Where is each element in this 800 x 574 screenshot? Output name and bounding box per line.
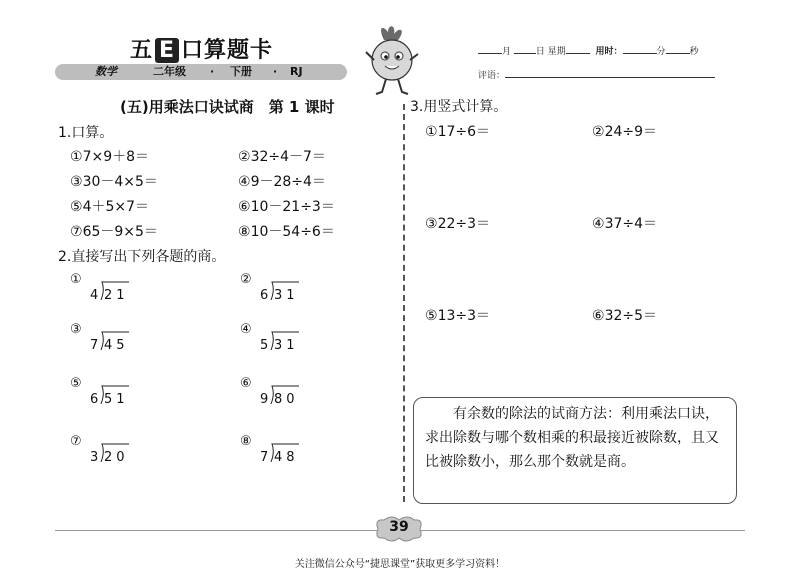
dividend: 80 xyxy=(274,392,299,407)
long-division-problem xyxy=(260,278,320,308)
divisor: 6 xyxy=(260,288,269,303)
long-division-problem xyxy=(260,382,320,412)
divisor: 3 xyxy=(90,450,99,465)
divisor: 5 xyxy=(260,338,269,353)
comment-line xyxy=(478,68,715,81)
item-expression: 65－9×5＝ xyxy=(82,224,158,240)
minutes-blank[interactable] xyxy=(623,53,657,54)
weekday-label: 星期 xyxy=(547,47,566,57)
minutes-label: 分 xyxy=(656,47,666,57)
dividend: 31 xyxy=(274,288,299,303)
item-number: ④ xyxy=(592,216,605,232)
tip-content: 有余数的除法的试商方法：利用乘法口诀，求出除数与哪个数相乘的积最接近被除数，且又比被除数小，那么那个数就是商。 xyxy=(425,406,719,470)
item-number: ⑤ xyxy=(425,308,438,324)
dividend: 51 xyxy=(104,392,129,407)
seconds-blank[interactable] xyxy=(666,53,690,54)
subject-label: 数学 xyxy=(95,65,117,78)
section-1-heading: 1.口算。 xyxy=(58,125,114,141)
long-division-problem xyxy=(90,382,150,412)
time-label: 用时： xyxy=(595,47,623,57)
section-3-heading: 3.用竖式计算。 xyxy=(410,99,508,115)
column-divider xyxy=(403,104,405,502)
item-number: ② xyxy=(238,149,251,165)
title-suffix: 口算题卡 xyxy=(181,38,274,63)
vertical-calc-item xyxy=(592,213,657,233)
item-number: ⑤ xyxy=(70,376,82,391)
item-expression: 10－54÷6＝ xyxy=(250,224,335,240)
item-number: ① xyxy=(70,272,82,287)
vertical-calc-item xyxy=(425,121,490,141)
divisor: 9 xyxy=(260,392,269,407)
mental-math-item xyxy=(238,146,326,166)
item-expression: 32÷5＝ xyxy=(604,308,658,324)
item-number: ⑧ xyxy=(238,224,251,240)
day-label: 日 xyxy=(535,47,545,57)
dot-separator: · xyxy=(210,65,215,78)
mental-math-item xyxy=(70,221,158,241)
item-number: ③ xyxy=(70,174,83,190)
grade-label: 二年级 xyxy=(153,65,186,78)
dividend: 48 xyxy=(274,450,299,465)
item-number: ⑥ xyxy=(592,308,605,324)
term-label: 下册 xyxy=(230,65,252,78)
comment-blank[interactable] xyxy=(505,77,715,78)
vertical-calc-item xyxy=(425,305,490,325)
item-number: ② xyxy=(592,124,605,140)
divisor: 7 xyxy=(260,450,269,465)
divisor: 7 xyxy=(90,338,99,353)
vertical-calc-item xyxy=(425,213,490,233)
item-number: ② xyxy=(240,272,252,287)
mental-math-item xyxy=(238,171,326,191)
dividend: 45 xyxy=(104,338,129,353)
item-expression: 37÷4＝ xyxy=(604,216,658,232)
dividend: 31 xyxy=(274,338,299,353)
dividend: 21 xyxy=(104,288,129,303)
item-expression: 22÷3＝ xyxy=(437,216,491,232)
item-expression: 10－21÷3＝ xyxy=(250,199,335,215)
date-line xyxy=(478,44,699,57)
tip-text xyxy=(425,402,731,474)
comment-label: 评语： xyxy=(478,71,506,81)
item-number: ⑦ xyxy=(70,434,82,449)
item-number: ⑥ xyxy=(238,199,251,215)
mental-math-item xyxy=(70,196,149,216)
long-division-problem xyxy=(260,440,320,470)
item-number: ① xyxy=(425,124,438,140)
item-expression: 13÷3＝ xyxy=(437,308,491,324)
long-division-problem xyxy=(90,278,150,308)
item-number: ③ xyxy=(425,216,438,232)
item-number: ④ xyxy=(240,322,252,337)
divisor: 4 xyxy=(90,288,99,303)
seconds-label: 秒 xyxy=(689,47,699,57)
page-number: 39 xyxy=(389,519,409,535)
dot-separator: · xyxy=(273,65,278,78)
mental-math-item xyxy=(70,146,149,166)
item-number: ⑤ xyxy=(70,199,83,215)
item-expression: 4＋5×7＝ xyxy=(82,199,150,215)
item-expression: 30－4×5＝ xyxy=(82,174,158,190)
weekday-blank[interactable] xyxy=(566,53,590,54)
item-expression: 32÷4－7＝ xyxy=(250,149,326,165)
day-blank[interactable] xyxy=(514,53,536,54)
item-number: ⑦ xyxy=(70,224,83,240)
item-expression: 24÷9＝ xyxy=(604,124,658,140)
long-division-problem xyxy=(260,328,320,358)
footer-note: 关注微信公众号“捷思课堂”获取更多学习资料！ xyxy=(294,559,506,570)
mental-math-item xyxy=(238,221,335,241)
divisor: 6 xyxy=(90,392,99,407)
dividend: 20 xyxy=(104,450,129,465)
item-number: ① xyxy=(70,149,83,165)
edition-label: RJ xyxy=(290,65,303,78)
month-label: 月 xyxy=(502,47,512,57)
subject-bar xyxy=(55,64,347,80)
item-number: ⑥ xyxy=(240,376,252,391)
mental-math-item xyxy=(70,171,158,191)
item-expression: 17÷6＝ xyxy=(437,124,491,140)
radish-mascot-image xyxy=(362,22,422,98)
card-title xyxy=(130,33,273,64)
item-expression: 7×9＋8＝ xyxy=(82,149,150,165)
month-blank[interactable] xyxy=(478,53,502,54)
vertical-calc-item xyxy=(592,121,657,141)
long-division-problem xyxy=(90,328,150,358)
item-number: ⑧ xyxy=(240,434,252,449)
long-division-problem xyxy=(90,440,150,470)
mental-math-item xyxy=(238,196,335,216)
item-number: ③ xyxy=(70,322,82,337)
item-number: ④ xyxy=(238,174,251,190)
title-prefix: 五 xyxy=(130,38,154,63)
section-2-heading: 2.直接写出下列各题的商。 xyxy=(58,249,226,265)
lesson-title: (五)用乘法口诀试商 第 1 课时 xyxy=(120,98,335,116)
vertical-calc-item xyxy=(592,305,657,325)
item-expression: 9－28÷4＝ xyxy=(250,174,326,190)
title-e-badge: E xyxy=(155,38,179,63)
